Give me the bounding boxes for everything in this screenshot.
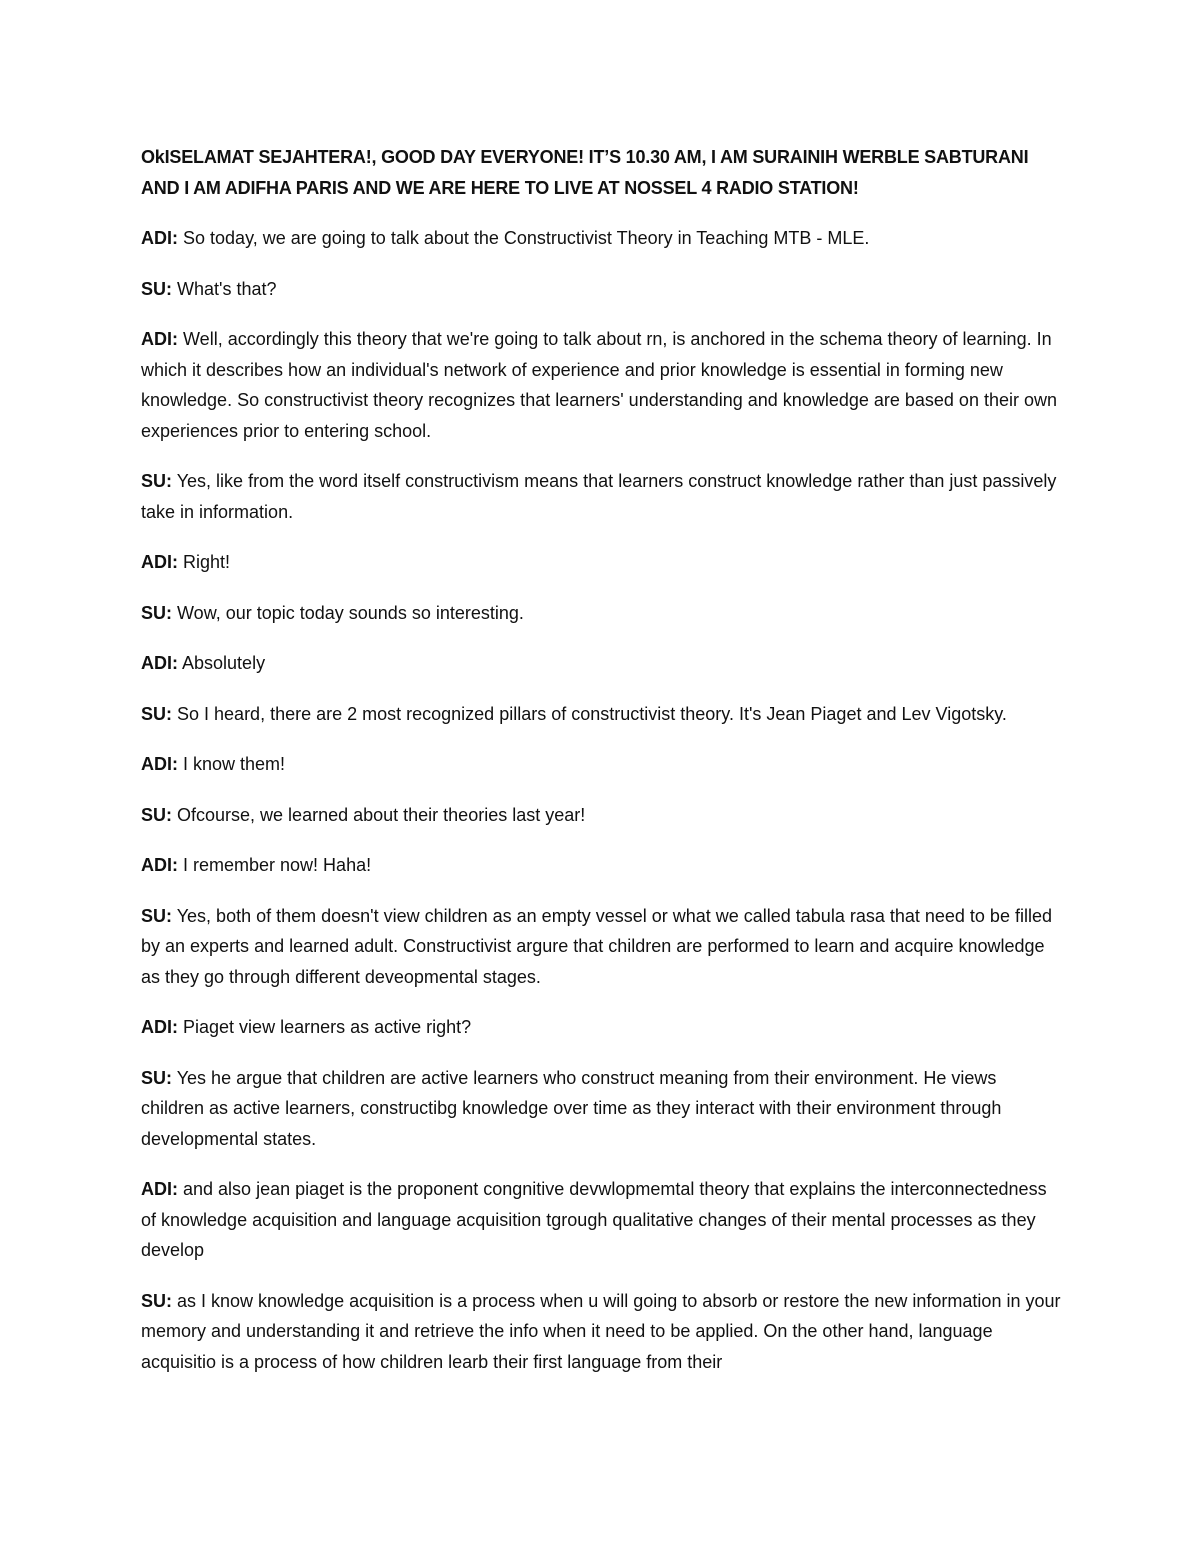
dialogue-text: Yes he argue that children are active learners who construct meaning from their environment. He views children as active learners, constructibg knowledge over time as they interact with their environment through developmental states. — [141, 1067, 1002, 1149]
speaker-label: ADI: — [141, 754, 178, 774]
dialogue-text: and also jean piaget is the proponent congnitive devwlopmemtal theory that explains the interconnectedness of knowledge acquisition and language acquisition tgrough qualitative changes of their mental processes as they develop — [141, 1179, 1047, 1260]
speaker-label: SU: — [141, 278, 172, 299]
speaker-label: SU: — [141, 1067, 172, 1088]
dialogue-turn — [141, 223, 1061, 254]
dialogue-turn — [141, 1286, 1061, 1378]
dialogue-turn — [141, 1012, 1061, 1043]
dialogue-turn — [141, 547, 1061, 578]
dialogue-text: I know them! — [183, 754, 286, 774]
dialogue-turn — [141, 901, 1061, 993]
speaker-label: ADI: — [141, 855, 178, 875]
speaker-label: ADI: — [141, 329, 178, 349]
speaker-label: SU: — [141, 804, 172, 825]
dialogue-text: I remember now! Haha! — [183, 855, 372, 875]
dialogue-text: Absolutely — [182, 653, 266, 673]
radio-intro-heading: OkISELAMAT SEJAHTERA!, GOOD DAY EVERYONE! IT’S 10.30 AM, I AM SURAINIH WERBLE SABTURANI AND I AM ADIFHA PARIS AND WE ARE HERE TO LIVE AT NOSSEL 4 RADIO STATION! — [141, 147, 1029, 198]
dialogue-text: What's that? — [177, 278, 277, 299]
dialogue-text: as I know knowledge acquisition is a process when u will going to absorb or restore the new information in your memory and understanding it and retrieve the info when it need to be applied. On the other hand, language acquisitio is a process of how children learb their first language from their — [141, 1290, 1061, 1372]
speaker-label: ADI: — [141, 228, 178, 248]
dialogue-text: So today, we are going to talk about the Constructivist Theory in Teaching MTB - MLE. — [183, 228, 870, 248]
dialogue-text: Wow, our topic today sounds so interesting. — [177, 602, 524, 623]
speaker-label: ADI: — [141, 653, 178, 673]
dialogue-turn — [141, 324, 1061, 446]
dialogue-text: Ofcourse, we learned about their theories last year! — [177, 804, 586, 825]
dialogue-turn — [141, 466, 1061, 527]
dialogue-text: Right! — [183, 552, 231, 572]
speaker-label: SU: — [141, 1290, 172, 1311]
dialogue-turn — [141, 850, 1061, 881]
dialogue-turn — [141, 749, 1061, 780]
dialogue-turn — [141, 1063, 1061, 1155]
speaker-label: SU: — [141, 905, 172, 926]
speaker-label: SU: — [141, 602, 172, 623]
speaker-label: ADI: — [141, 552, 178, 572]
document-page — [141, 142, 1061, 1397]
speaker-label: ADI: — [141, 1179, 178, 1199]
dialogue-turn — [141, 1174, 1061, 1266]
speaker-label: SU: — [141, 703, 172, 724]
dialogue-text: Yes, like from the word itself constructivism means that learners construct knowledge rather than just passively take in information. — [141, 471, 1057, 522]
dialogue-text: So I heard, there are 2 most recognized pillars of constructivist theory. It's Jean Piaget and Lev Vigotsky. — [177, 703, 1007, 724]
dialogue-text: Well, accordingly this theory that we're going to talk about rn, is anchored in the schema theory of learning. In which it describes how an individual's network of experience and prior knowledge is essential in forming new knowledge. So constructivist theory recognizes that learners' understanding and knowledge are based on their own experiences prior to entering school. — [141, 329, 1057, 441]
speaker-label: ADI: — [141, 1017, 178, 1037]
dialogue-turn — [141, 274, 1061, 305]
dialogue-turn — [141, 699, 1061, 730]
dialogue-turn — [141, 800, 1061, 831]
dialogue-text: Yes, both of them doesn't view children as an empty vessel or what we called tabula rasa that need to be filled by an experts and learned adult. Constructivist argure that children are performed to learn and acquire knowledge as they go through different deveopmental stages. — [141, 905, 1052, 987]
dialogue-text: Piaget view learners as active right? — [183, 1017, 472, 1037]
dialogue-transcript — [141, 223, 1061, 1377]
dialogue-turn — [141, 648, 1061, 679]
dialogue-turn — [141, 598, 1061, 629]
speaker-label: SU: — [141, 471, 172, 491]
